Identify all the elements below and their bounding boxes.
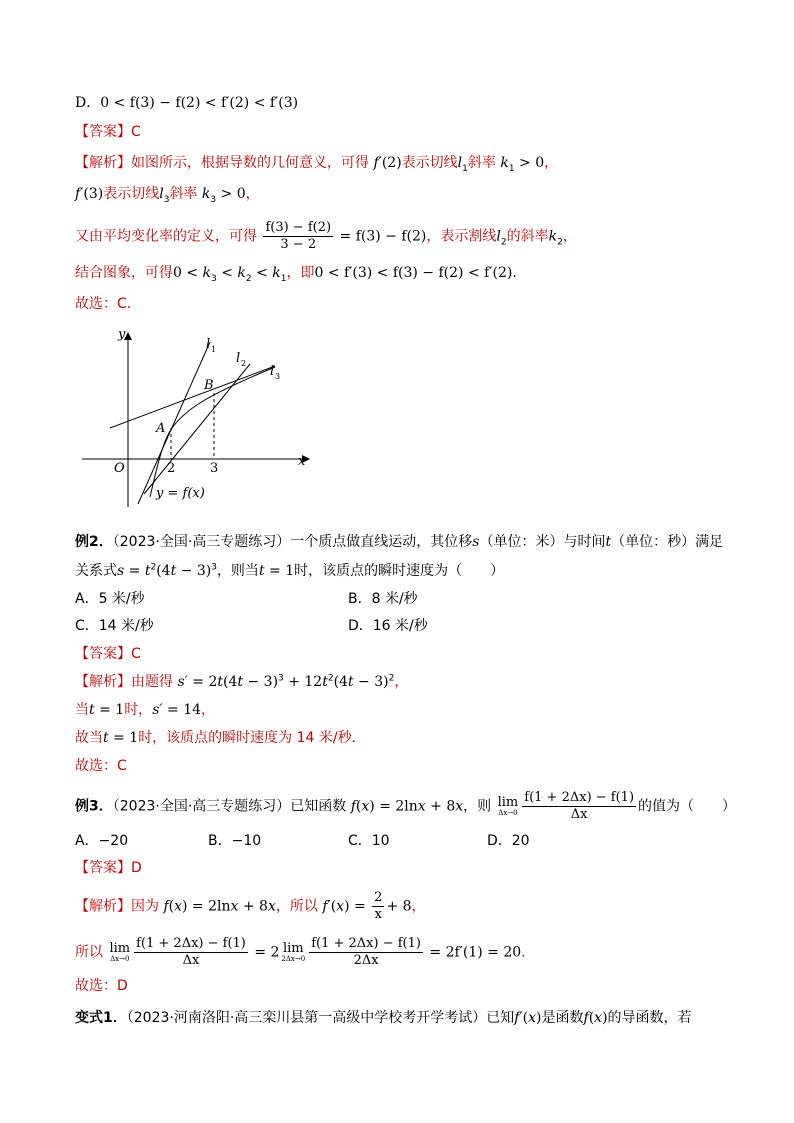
example-3-option-a: A．−20	[75, 833, 129, 849]
tangent-graph	[80, 322, 320, 512]
example-3-option-b: B．−10	[208, 833, 262, 849]
example-3-option-c: C．10	[348, 833, 390, 849]
svg-text:y: y	[118, 327, 126, 342]
analysis-line-4: 结合图象，可得$0 < k_3 < k_2 < k_1$，即0 < f′(3) < f(3) − f(2) < f′(2).	[75, 265, 517, 284]
svg-text:3: 3	[210, 461, 219, 476]
example-2-option-a: A．5 米/秒	[75, 591, 145, 607]
analysis-line-1: 【解析】如图所示，根据导数的几何意义，可得 f′(2)表示切线$l_1$斜率 $k_1 > 0$，	[75, 155, 559, 174]
svg-text:x: x	[298, 454, 306, 469]
example-2-stem-2: 关系式$s = t^2(4t - 3)^3$，则当t = 1时，该质点的瞬时速度为（ ）	[75, 562, 505, 579]
example-2-analysis-1: 【解析】由题得 $s' = 2t(4t - 3)^3 + 12t^2(4t - 3)^2$，	[75, 673, 409, 690]
svg-text:y = f(x): y = f(x)	[156, 486, 205, 501]
example-3-stem: 例3．（2023·全国·高三专题练习）已知函数 f(x) = 2lnx + 8x，则 lim Δx→0 $\frac{f(1 + 2\Delta x) - f(1)}{\Delta x}$ 的值为（ ）	[75, 790, 737, 822]
example-2-option-d: D．16 米/秒	[348, 618, 428, 634]
analysis-line-3: 又由平均变化率的定义，可得 $\frac{f(3) - f(2)}{3 - 2}$ = f(3) − f(2)，表示割线$l_2$的斜率$k_2$，	[75, 220, 577, 252]
example-2-answer: 【答案】C	[75, 646, 141, 662]
example-2-conclusion: 故选：C	[75, 758, 127, 774]
analysis-line-2: f′(3)表示切线$l_3$斜率 $k_3 > 0$，	[75, 186, 260, 205]
variant-1-stem: 变式1．（2023·河南洛阳·高三栾川县第一高级中学校考开学考试）已知f′(x)是函数f(x)的导函数，若	[75, 1010, 692, 1026]
example-3-analysis-1: 【解析】因为 f(x) = 2lnx + 8x，所以 f′(x) = $\frac{2}{x}$ + 8，	[75, 890, 426, 922]
svg-text:B: B	[204, 378, 214, 393]
svg-text:1: 1	[211, 345, 217, 354]
svg-text:A: A	[156, 421, 166, 436]
example-3-conclusion: 故选：D	[75, 978, 128, 994]
svg-text:O: O	[114, 461, 125, 476]
svg-text:2: 2	[167, 461, 176, 476]
example-3-answer: 【答案】D	[75, 860, 142, 876]
option-d: D．0 < f(3) − f(2) < f′(2) < f′(3)	[75, 95, 299, 111]
example-2-option-c: C．14 米/秒	[75, 618, 154, 634]
svg-text:l: l	[236, 351, 241, 366]
example-2-option-b: B．8 米/秒	[348, 591, 418, 607]
example-3-option-d: D．20	[487, 833, 530, 849]
svg-text:l: l	[270, 364, 275, 379]
example-2-stem-1: 例2．（2023·全国·高三专题练习）一个质点做直线运动，其位移s（单位：米）与时间t（单位：秒）满足	[75, 534, 724, 550]
answer-line: 【答案】C	[75, 124, 141, 140]
svg-text:3: 3	[275, 372, 281, 381]
example-2-analysis-2: 当t = 1时，s′ = 14，	[75, 702, 216, 718]
conclusion-1: 故选：C.	[75, 296, 132, 312]
example-2-analysis-3: 故当t = 1时，该质点的瞬时速度为 14 米/秒．	[75, 730, 366, 746]
svg-text:l: l	[206, 337, 211, 352]
example-3-analysis-2: 所以 lim Δx→0 $\frac{f(1 + 2\Delta x) - f(1)}{\Delta x}$ = 2 lim 2Δx→0 $\frac{f(1 + 2\Delta x) - f(1)}{2\Delta x}$ = 2f′(1) = 20.	[75, 936, 526, 968]
svg-text:2: 2	[241, 359, 247, 368]
